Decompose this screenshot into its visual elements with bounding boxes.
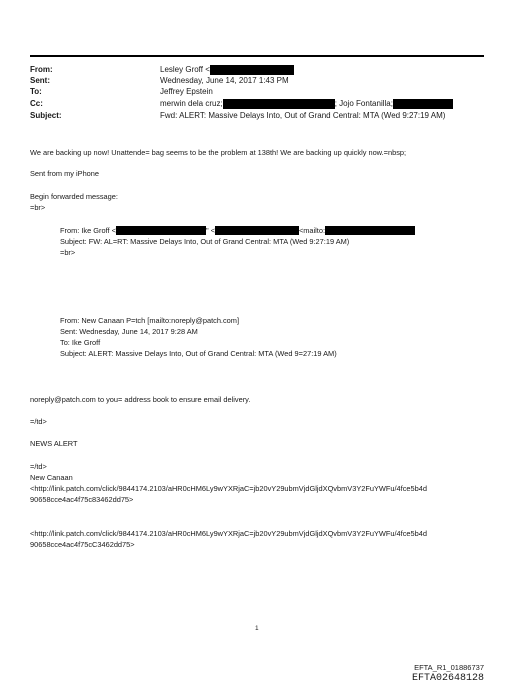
cc-label: Cc: (30, 99, 43, 108)
td-line-2: =/td> (30, 462, 47, 471)
fwd1-from-prefix: From: Ike Groff < (60, 226, 116, 235)
fwd2-subject: Subject: ALERT: Massive Delays Into, Out of Grand Central: MTA (Wed 9=27:19 AM) (60, 349, 337, 358)
redaction-bar (116, 226, 206, 235)
fwd1-from (60, 226, 415, 236)
link-1-cont[interactable]: 90658cce4ac4f75c83462dd75> (30, 495, 134, 504)
subject-label: Subject: (30, 111, 62, 120)
sent-label: Sent: (30, 76, 50, 85)
new-canaan: New Canaan (30, 473, 73, 482)
redaction-bar (393, 99, 453, 109)
noreply-line: noreply@patch.com to you= address book to ensure email delivery. (30, 395, 251, 404)
cc-value (160, 99, 453, 109)
subject-value: Fwd: ALERT: Massive Delays Into, Out of Grand Central: MTA (Wed 9:27:19 AM) (160, 111, 446, 120)
body-line-3: Begin forwarded message: (30, 192, 118, 201)
fwd2-sent: Sent: Wednesday, June 14, 2017 9:28 AM (60, 327, 198, 336)
from-name: Lesley Groff < (160, 65, 210, 74)
redaction-bar (210, 65, 294, 75)
redaction-bar (215, 226, 299, 235)
from-label: From: (30, 65, 53, 74)
redaction-bar (325, 226, 415, 235)
doc-id-large: EFTA02648128 (411, 673, 484, 684)
doc-id-small: EFTA_R1_01886737 (414, 663, 484, 672)
cc-name-2: ; Jojo Fontanilla; (334, 99, 393, 108)
fwd1-subject: Subject: FW: AL=RT: Massive Delays Into, Out of Grand Central: MTA (Wed 9:27:19 AM) (60, 237, 350, 246)
link-1[interactable]: <http://link.patch.com/click/9844174.2103/aHR0cHM6Ly9wYXRjaC=jb20vY29ubmVjdGljdXQvbmV3Y2FuYWFu/4fce5b4d (30, 484, 427, 493)
redaction-bar (223, 99, 335, 109)
body-line-1: We are backing up now! Unattende= bag seems to be the problem at 138th! We are backing up quickly now.=nbsp; (30, 148, 407, 157)
fwd2-from: From: New Canaan P=tch [mailto:noreply@patch.com] (60, 316, 239, 325)
body-line-4: =br> (30, 203, 46, 212)
news-alert: NEWS ALERT (30, 439, 78, 448)
body-line-2: Sent from my iPhone (30, 169, 100, 178)
header-rule (30, 55, 484, 57)
page-number: 1 (255, 625, 259, 632)
link-2-cont[interactable]: 90658cce4ac4f75cC3462dd75> (30, 540, 135, 549)
to-label: To: (30, 87, 42, 96)
td-line-1: =/td> (30, 417, 47, 426)
sent-value: Wednesday, June 14, 2017 1:43 PM (160, 76, 289, 85)
cc-name-1: merwin dela cruz; (160, 99, 223, 108)
link-2[interactable]: <http://link.patch.com/click/9844174.2103/aHR0cHM6Ly9wYXRjaC=jb20vY29ubmVjdGljdXQvbmV3Y2FuYWFu/4fce5b4d (30, 529, 427, 538)
to-value: Jeffrey Epstein (160, 87, 213, 96)
fwd1-br: =br> (60, 248, 76, 257)
fwd1-from-mailto: <mailto: (298, 226, 326, 235)
fwd2-to: To: Ike Groff (60, 338, 101, 347)
fwd1-from-mid: " < (205, 226, 215, 235)
from-value (160, 65, 294, 75)
